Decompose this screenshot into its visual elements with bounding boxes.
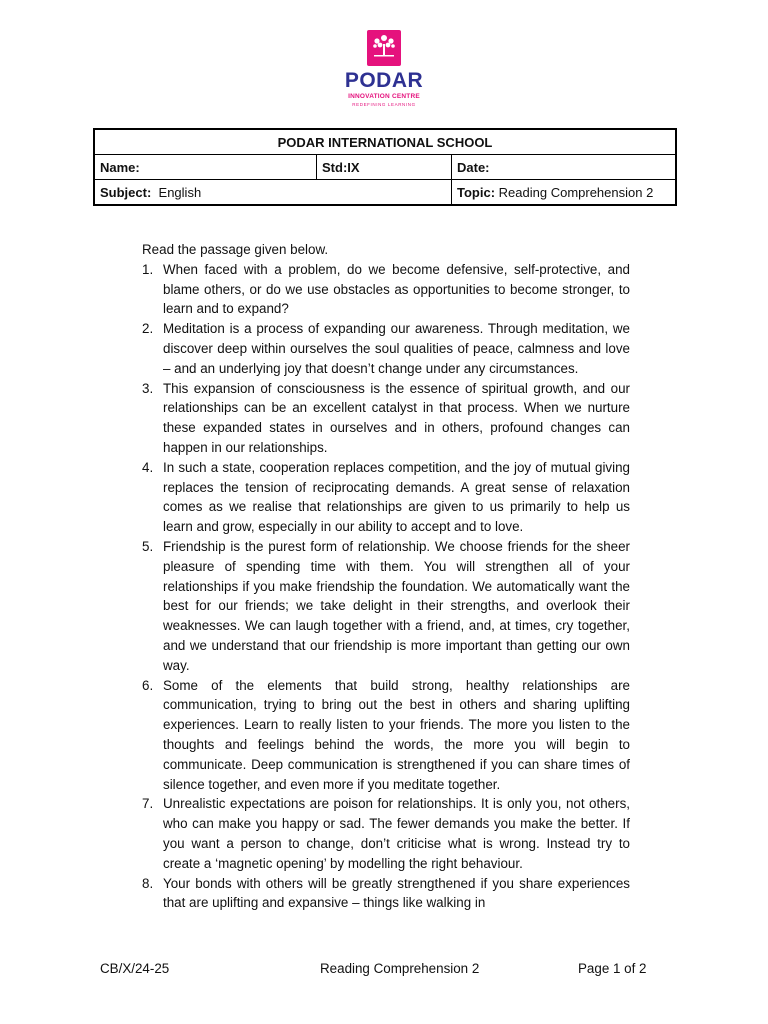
paragraph-3 [142, 379, 630, 458]
paragraph-number: 1. [142, 261, 154, 277]
paragraph-text: In such a state, cooperation replaces competition, and the joy of mutual giving replaces the tension of reciprocating demands. A great sense of relaxation comes as we realise that relationships are given to us primarily to help us learn and grow, especially in our ability to accept and to love. [163, 459, 630, 535]
name-field: Name: [94, 155, 317, 180]
passage [142, 240, 630, 913]
logo-brand: PODAR [344, 69, 424, 92]
subject-field [94, 180, 452, 206]
footer-page-number: Page 1 of 2 [578, 961, 647, 976]
paragraph-text: Friendship is the purest form of relationship. We choose friends for the sheer pleasure of spending time with them. You will strengthen all of your relationships if you make friendship the foundation. We automatically want the best for our friends; we take delight in their strengths, and overlook their weaknesses. We can laugh together with a friend, and, at times, cry together, and we understand that our friendship is more important than getting our own way. [163, 538, 630, 673]
header-table [93, 128, 677, 206]
paragraph-7 [142, 794, 630, 873]
paragraph-6 [142, 676, 630, 795]
paragraph-1 [142, 260, 630, 319]
paragraph-number: 6. [142, 677, 154, 693]
logo-tagline: REDEFINING LEARNING [352, 102, 416, 107]
school-logo [337, 30, 431, 110]
footer-code: CB/X/24-25 [100, 961, 170, 976]
std-field: Std:IX [317, 155, 452, 180]
passage-intro: Read the passage given below. [142, 242, 329, 257]
paragraph-5 [142, 537, 630, 676]
school-name: PODAR INTERNATIONAL SCHOOL [94, 129, 676, 155]
topic-field [452, 180, 677, 206]
paragraph-number: 8. [142, 875, 154, 891]
paragraph-8 [142, 874, 630, 914]
paragraph-number: 3. [142, 380, 154, 396]
subject-label: Subject: [100, 184, 152, 200]
topic-value: Reading Comprehension 2 [498, 184, 654, 200]
subject-value: English [158, 184, 202, 200]
passage-list [142, 260, 630, 913]
paragraph-text: Your bonds with others will be greatly strengthened if you share experiences that are uplifting and expansive – things like walking in [163, 875, 630, 911]
tree-logo-icon [367, 30, 424, 66]
paragraph-number: 2. [142, 321, 154, 337]
paragraph-text: Some of the elements that build strong, healthy relationships are communication, trying to bring out the best in others and sharing uplifting experiences. Learn to really listen to your friends. The more you listen to the thoughts and feelings behind the words, the more you will begin to communicate. Deep communication is strengthened if you can share times of silence together, and even more if you meditate together. [163, 677, 630, 792]
paragraph-text: When faced with a problem, do we become defensive, self-protective, and blame others, or do we use obstacles as opportunities to become stronger, to learn and to expand? [163, 261, 630, 317]
paragraph-text: Unrealistic expectations are poison for relationships. It is only you, not others, who can make you happy or sad. The fewer demands you make the better. If you want a person to change, don’t criticise what is wrong. Instead try to create a ‘magnetic opening’ by modelling the right behaviour. [163, 796, 630, 871]
logo-since: Since 1927 [403, 59, 424, 64]
paragraph-number: 7. [142, 796, 154, 812]
topic-label: Topic: [457, 184, 496, 200]
paragraph-text: Meditation is a process of expanding our awareness. Through meditation, we discover deep within ourselves the soul qualities of peace, calmness and love – and an underlying joy that doesn’t change under any circumstances. [163, 321, 630, 376]
date-field: Date: [452, 155, 677, 180]
footer-title: Reading Comprehension 2 [320, 961, 480, 976]
paragraph-number: 5. [142, 538, 154, 554]
paragraph-4 [142, 458, 630, 537]
paragraph-number: 4. [142, 459, 154, 475]
logo-subtitle: INNOVATION CENTRE [348, 93, 420, 100]
paragraph-text: This expansion of consciousness is the essence of spiritual growth, and our relationships can be an excellent catalyst in that process. When we nurture these expanded states in ourselves and in others, profound changes can happen in our relationships. [163, 380, 630, 455]
paragraph-2 [142, 319, 630, 378]
